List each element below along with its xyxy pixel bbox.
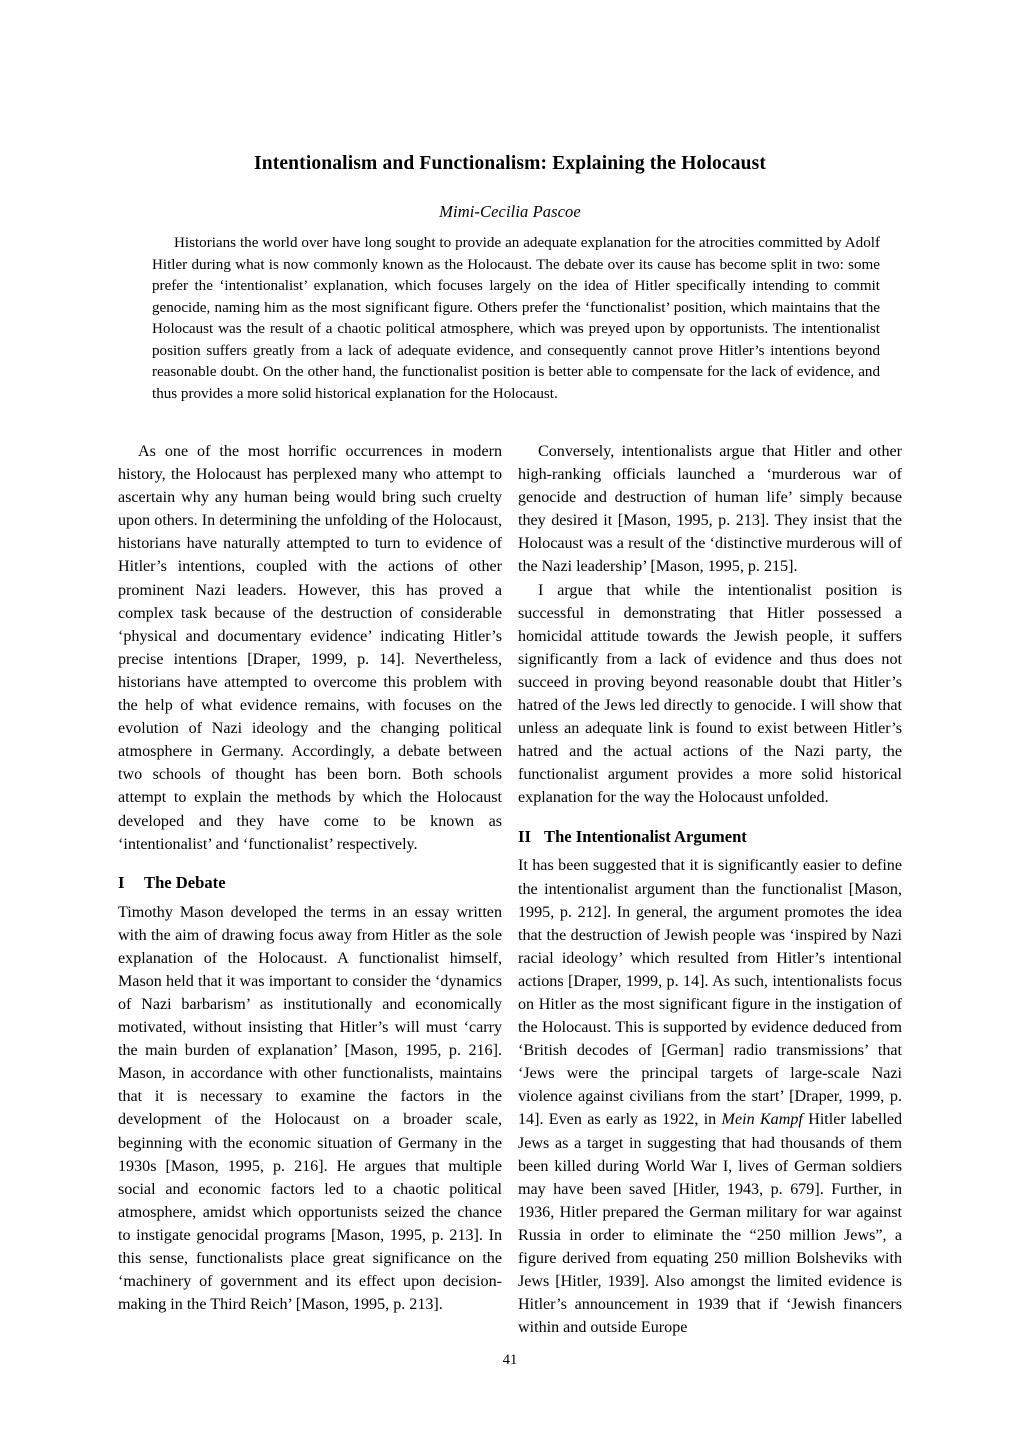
paragraph-intentionalist-part-b: Hitler labelled Jews as a target in suggesting that had thousands of them been killed during World War I, lives of German soldiers may have been saved [Hitler, 1943, p. 679]. Further, in 1936, Hitler prepared the German military for war against Russia in order to eliminate the “250 million Jews”, a figure derived from equating 250 million Bolsheviks with Jews [Hitler, 1939]. Also amongst the limited evidence is Hitler’s announcement in 1939 that if ‘Jewish financers within and outside Europe [518, 1111, 903, 1337]
book-title-mein-kampf: Mein Kampf [721, 1111, 803, 1129]
section-title-2: The Intentionalist Argument [544, 826, 747, 846]
column-left [118, 440, 502, 1316]
paragraph-conversely: Conversely, intentionalists argue that Hitler and other high-ranking officials launched a ‘murderous war of genocide and destruction of human life’ simply because they desired it [Mason, 1995, p. 213]. They insist that the Holocaust was a result of the ‘distinctive murderous will of the Nazi leadership’ [Mason, 1995, p. 215]. [518, 443, 902, 576]
paragraph-i-argue: I argue that while the intentionalist position is successful in demonstrating that Hitler possessed a homicidal attitude towards the Jewish people, it suffers significantly from a lack of evidence and thus does not succeed in proving beyond reasonable doubt that Hitler’s hatred of the Jews led directly to genocide. I will show that unless an adequate link is found to exist between Hitler’s hatred and the actual actions of the Nazi party, the functionalist argument provides a more solid historical explanation for the way the Holocaust unfolded. [518, 581, 902, 807]
paragraph-intentionalist-argument [518, 854, 902, 1339]
paragraph-debate: Timothy Mason developed the terms in an essay written with the aim of drawing focus away from Hitler as the sole explanation of the Holocaust. A functionalist himself, Mason held that it was important to consider the ‘dynamics of Nazi barbarism’ as institutionally and economically motivated, without insisting that Hitler’s will must ‘carry the main burden of explanation’ [Mason, 1995, p. 216]. Mason, in accordance with other functionalists, maintains that it is necessary to examine the factors in the development of the Holocaust on a broader scale, beginning with the economic situation of Germany in the 1930s [Mason, 1995, p. 216]. He argues that multiple social and economic factors led to a chaotic political atmosphere, amidst which opportunists seized the chance to instigate genocidal programs [Mason, 1995, p. 213]. In this sense, functionalists place great significance on the ‘machinery of government and its effect upon decision-making in the Third Reich’ [Mason, 1995, p. 213]. [118, 903, 502, 1314]
section-title-1: The Debate [144, 872, 226, 892]
abstract-section [152, 233, 880, 405]
section-heading-2 [518, 810, 902, 855]
author-name: Mimi-Cecilia Pascoe [439, 202, 581, 222]
section-number-2: II [518, 826, 531, 846]
section-heading-1 [118, 856, 502, 901]
page-number: 41 [502, 1352, 518, 1368]
paragraph-intentionalist-part-a: It has been suggested that it is significantly easier to define the intentionalist argument than the functionalist [Mason, 1995, p. 212]. In general, the argument promotes the idea that the destruction of Jewish people was ‘inspired by Nazi racial ideology’ which resulted from Hitler’s intentional actions [Draper, 1999, p. 14]. As such, intentionalists focus on Hitler as the most significant figure in the instigation of the Holocaust. This is supported by evidence deduced from ‘British decodes of [German] radio transmissions’ that ‘Jews were the principal targets of large-scale Nazi violence against civilians from the start’ [Draper, 1999, p. 14]. Even as early as 1922, in [518, 857, 902, 1129]
abstract-text: Historians the world over have long sought to provide an adequate explanation for the atrocities committed by Adolf Hitler during what is now commonly known as the Holocaust. The debate over its cause has become split in two: some prefer the ‘intentionalist’ explanation, which focuses largely on the idea of Hitler specifically intending to commit genocide, naming him as the most significant figure. Others prefer the ‘functionalist’ position, which maintains that the Holocaust was the result of a chaotic political atmosphere, which was preyed upon by opportunists. The intentionalist position suffers greatly from a lack of adequate evidence, and consequently cannot prove Hitler’s intentions beyond reasonable doubt. On the other hand, the functionalist position is better able to compensate for the lack of evidence, and thus provides a more solid historical explanation for the Holocaust. [152, 235, 880, 402]
column-right [518, 440, 902, 1339]
page-number-folio [0, 1352, 1020, 1369]
two-column-body [118, 440, 903, 1337]
paragraph-introduction: As one of the most horrific occurrences in modern history, the Holocaust has perplexed many who attempt to ascertain why any human being would bring such cruelty upon others. In determining the unfolding of the Holocaust, historians have naturally attempted to turn to evidence of Hitler’s intentions, coupled with the actions of other prominent Nazi leaders. However, this has proved a complex task because of the destruction of considerable ‘physical and documentary evidence’ indicating Hitler’s precise intentions [Draper, 1999, p. 14]. Nevertheless, historians have attempted to overcome this problem with the help of what evidence remains, with focuses on the evolution of Nazi ideology and the changing political atmosphere in Germany. Accordingly, a debate between two schools of thought has been born. Both schools attempt to explain the methods by which the Holocaust developed and they have come to be known as ‘intentionalist’ and ‘functionalist’ respectively. [118, 443, 502, 853]
section-number-1: I [118, 872, 125, 892]
title-block [118, 152, 902, 222]
page-title: Intentionalism and Functionalism: Explaining the Holocaust [254, 153, 766, 174]
